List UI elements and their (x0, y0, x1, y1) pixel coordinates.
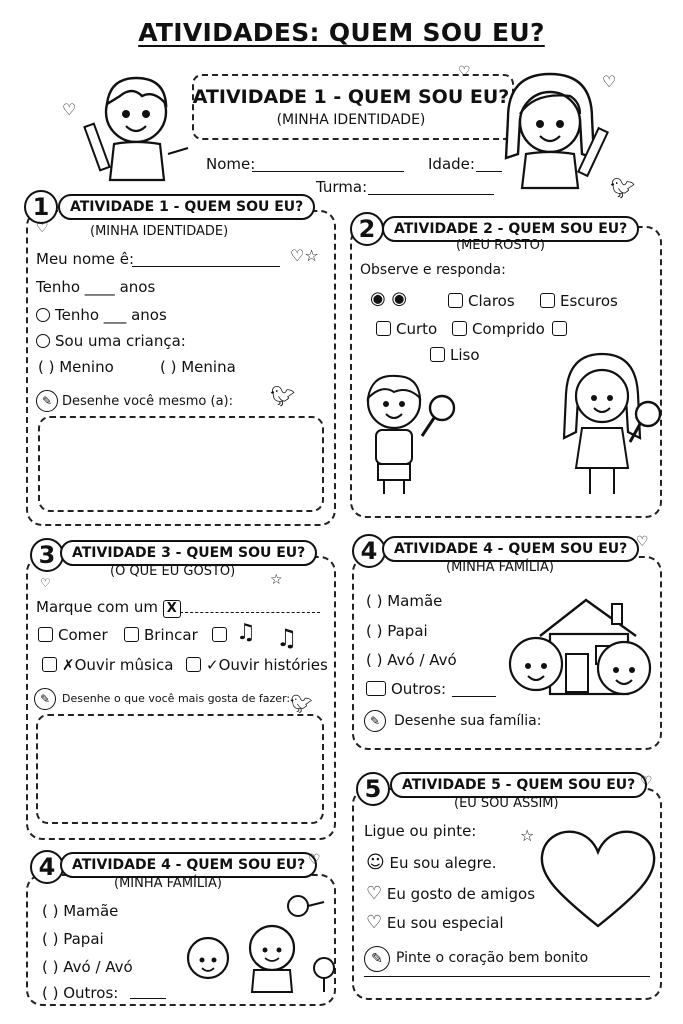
card-title: ATIVIDADE 3 - QUEM SOU EU? (60, 540, 317, 566)
paint-prompt-rule (364, 976, 650, 977)
header-activity-subtitle: (MINHA IDENTIDADE) (276, 112, 426, 128)
card-title: ATIVIDADE 1 - QUEM SOU EU? (58, 194, 315, 220)
pencil-icon: ✎ (36, 390, 58, 412)
option-outros[interactable] (366, 680, 446, 698)
option-label: Claros (468, 292, 515, 310)
card-subtitle: (MINHA FAMÍLIA) (114, 876, 222, 891)
card-subtitle: (EU SOU ASSIM) (454, 796, 559, 811)
heart-star-icon: ♡☆ (290, 246, 319, 265)
checkbox[interactable] (212, 627, 227, 642)
house-with-children-illustration (500, 596, 656, 704)
option-label: Comprido (472, 320, 545, 338)
star-icon: ☆ (270, 572, 283, 588)
name-field[interactable] (252, 171, 404, 172)
others-field[interactable] (130, 998, 166, 999)
class-field[interactable] (368, 194, 494, 195)
child-option[interactable] (36, 332, 186, 350)
checkbox[interactable] (366, 681, 386, 696)
heart-icon: ♡ (636, 534, 649, 550)
option-liso[interactable] (430, 346, 480, 364)
age-field[interactable] (476, 171, 502, 172)
observe-prompt: Observe e responda: (360, 262, 506, 278)
option-ouvir-musica[interactable] (42, 656, 173, 674)
option-escuros[interactable] (540, 292, 618, 310)
card-title: ATIVIDADE 4 - QUEM SOU EU? (60, 852, 317, 878)
card-title: ATIVIDADE 5 - QUEM SOU EU? (390, 772, 647, 798)
favorite-drawing-area[interactable] (36, 714, 324, 824)
boy-with-magnifier-illustration (356, 364, 456, 504)
header-activity-title: ATIVIDADE 1 - QUEM SOU EU? (192, 86, 510, 108)
checkbox[interactable] (448, 293, 463, 308)
draw-prompt: Desenhe sua família: (394, 713, 542, 729)
heart-icon: ♡ (308, 852, 321, 868)
paint-prompt: Pinte o coração bem bonito (396, 950, 589, 966)
card-number-badge: 2 (350, 212, 384, 246)
card-subtitle: (MINHA FAMÍLIA) (446, 560, 554, 575)
option-label: Curto (396, 320, 438, 338)
heart-icon: ♡ (36, 220, 49, 236)
bird-icon: 🐦︎ (610, 176, 636, 200)
card-title: ATIVIDADE 4 - QUEM SOU EU? (382, 536, 639, 562)
option-label: Ouvir históries (218, 656, 328, 674)
name-line-label: Meu nome ê: (36, 250, 135, 268)
children-playing-illustration (168, 892, 338, 996)
heart-icon: ♡ (366, 912, 383, 933)
checkbox[interactable] (430, 347, 445, 362)
child-option-radio[interactable] (36, 334, 50, 348)
page-title: ATIVIDADES: QUEM SOU EU? (138, 18, 545, 47)
checkbox[interactable] (540, 293, 555, 308)
option-avo[interactable]: ( ) Avó / Avó (42, 958, 133, 976)
option-comer[interactable] (38, 626, 108, 644)
draw-prompt: Desenhe você mesmo (a): (62, 394, 233, 409)
child-option-label: Sou uma criança: (55, 332, 186, 350)
age-option[interactable] (36, 306, 167, 324)
option-mamae[interactable]: ( ) Mamãe (366, 592, 443, 610)
card-number-badge: 5 (356, 772, 390, 806)
heart-icon: ♡ (602, 72, 617, 91)
card-subtitle: (MEU ROSTO) (456, 238, 545, 253)
card-subtitle: (MINHA IDENTIDADE) (90, 224, 229, 239)
checkbox[interactable] (552, 321, 567, 336)
statement-label: Eu sou especial (386, 914, 504, 932)
checkbox[interactable] (38, 627, 53, 642)
checkbox[interactable] (42, 657, 57, 672)
mark-prompt-label: Marque com um (36, 598, 158, 616)
check-mark-icon: ✗ (62, 656, 75, 674)
mark-prompt-rule (180, 612, 320, 613)
statement-especial[interactable] (366, 912, 504, 933)
heart-icon: ♡ (458, 64, 471, 80)
heart-icon: ♡ (62, 100, 77, 119)
mark-symbol: X (163, 600, 181, 618)
option-music-extra[interactable] (212, 626, 232, 644)
checkbox[interactable] (376, 321, 391, 336)
music-note-icon: ♫ (236, 620, 256, 645)
option-label: Comer (58, 626, 108, 644)
option-claros[interactable] (448, 292, 515, 310)
bird-icon: 🐦︎ (290, 694, 313, 715)
checkbox[interactable] (452, 321, 467, 336)
option-brincar[interactable] (124, 626, 198, 644)
card-number-badge: 4 (352, 534, 386, 568)
link-paint-prompt: Ligue ou pinte: (364, 822, 477, 840)
bird-icon: 🐦︎ (270, 384, 296, 408)
card-subtitle: (O QUE EU GOSTO) (110, 564, 236, 579)
name-line-field[interactable] (132, 266, 280, 267)
heart-icon: ♡ (640, 774, 653, 790)
others-field[interactable] (452, 696, 496, 697)
draw-prompt: Desenhe o que você mais gosta de fazer: (62, 692, 291, 705)
age-line: Tenho ____ anos (36, 278, 156, 296)
eyes-icon: ◉ ◉ (370, 288, 408, 309)
heart-icon: ♡ (366, 883, 383, 904)
checkbox[interactable] (186, 657, 201, 672)
smiley-icon: ☺ (366, 852, 385, 873)
option-outros[interactable]: ( ) Outros: (42, 984, 119, 1002)
heart-coloring-shape[interactable] (538, 828, 658, 930)
name-label: Nome: (206, 155, 256, 173)
card-number-badge: 4 (30, 850, 64, 884)
star-icon: ☆ (520, 826, 535, 845)
statement-alegre[interactable] (366, 852, 497, 873)
pencil-icon: ✎ (364, 946, 390, 972)
card-number-badge: 1 (24, 190, 58, 224)
boy-option[interactable]: ( ) Menino (38, 358, 114, 376)
card-title: ATIVIDADE 2 - QUEM SOU EU? (382, 216, 639, 242)
class-label: Turma: (316, 178, 368, 196)
option-avo[interactable]: ( ) Avó / Avó (366, 651, 457, 669)
pencil-icon: ✎ (364, 710, 386, 732)
age-option-radio[interactable] (36, 308, 50, 322)
boy-with-pencil-illustration (80, 64, 200, 184)
girl-option[interactable]: ( ) Menina (160, 358, 236, 376)
check-mark-icon: ✓ (206, 656, 219, 674)
mark-prompt (36, 598, 181, 618)
option-label: Liso (450, 346, 480, 364)
statement-label: Eu sou alegre. (389, 854, 497, 872)
option-mamae[interactable]: ( ) Mamãe (42, 902, 119, 920)
option-label: Ouvir mûsica (74, 656, 174, 674)
option-label: Outros: (391, 680, 447, 698)
option-ouvir-historias[interactable] (186, 656, 328, 674)
option-extra[interactable] (552, 320, 572, 338)
age-label: Idade: (428, 155, 475, 173)
heart-icon: ♡ (40, 576, 51, 590)
pencil-icon: ✎ (34, 688, 56, 710)
option-papai[interactable]: ( ) Papai (42, 930, 104, 948)
option-label: Escuros (560, 292, 618, 310)
option-curto[interactable] (376, 320, 437, 338)
checkbox[interactable] (124, 627, 139, 642)
option-label: Brincar (144, 626, 198, 644)
music-note-icon: ♫ (276, 624, 298, 652)
age-option-label: Tenho ___ anos (55, 306, 167, 324)
girl-with-magnifier-illustration (556, 348, 666, 504)
statement-label: Eu gosto de amigos (386, 885, 536, 903)
card-number-badge: 3 (30, 538, 64, 572)
statement-amigos[interactable] (366, 883, 535, 904)
option-comprido[interactable] (452, 320, 545, 338)
option-papai[interactable]: ( ) Papai (366, 622, 428, 640)
self-drawing-area[interactable] (38, 416, 324, 512)
